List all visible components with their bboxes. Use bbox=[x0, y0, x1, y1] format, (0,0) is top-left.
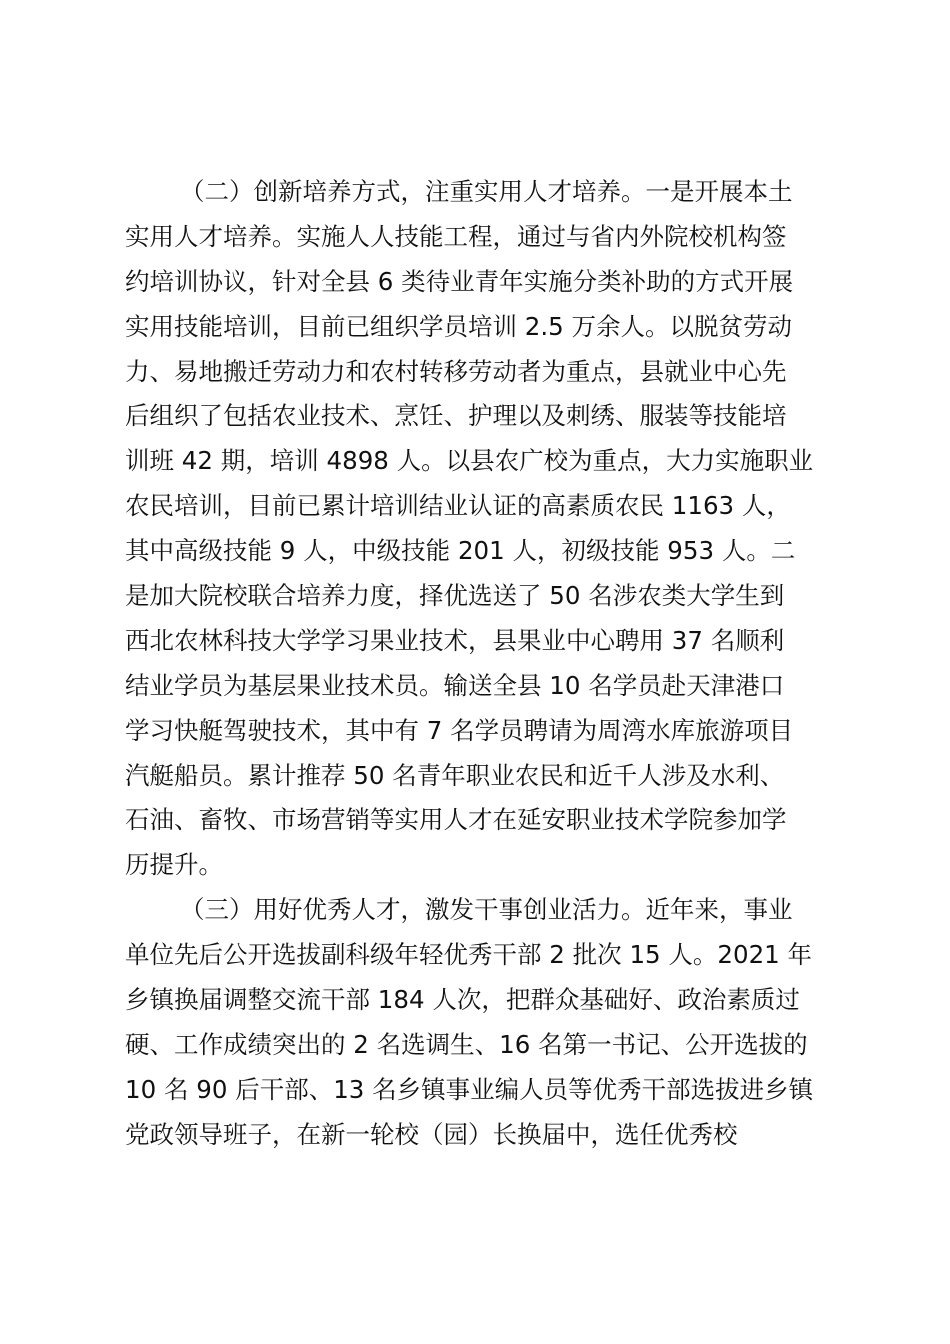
paragraph-2-line-1: （二）创新培养方式，注重实用人才培养。一是开展本土 bbox=[180, 177, 793, 206]
paragraph-2-line-6: 后组织了包括农业技术、烹饪、护理以及刺绣、服装等技能培 bbox=[125, 401, 787, 431]
paragraph-3-line-5: 10 名 90 后干部、13 名乡镇事业编人员等优秀干部选拔进乡镇 bbox=[125, 1074, 814, 1104]
paragraph-2-line-5: 力、易地搬迁劳动力和农村转移劳动者为重点，县就业中心先 bbox=[125, 356, 787, 386]
paragraph-3-line-2: 单位先后公开选拔副科级年轻优秀干部 2 批次 15 人。2021 年 bbox=[125, 940, 813, 970]
paragraph-2-line-12: 结业学员为基层果业技术员。输送全县 10 名学员赴天津港口 bbox=[125, 670, 785, 700]
paragraph-2-line-8: 农民培训，目前已累计培训结业认证的高素质农民 1163 人， bbox=[125, 491, 791, 521]
paragraph-3-line-4: 硬、工作成绩突出的 2 名选调生、16 名第一书记、公开选拔的 bbox=[125, 1029, 808, 1059]
body-text bbox=[125, 170, 845, 1158]
paragraph-2-line-10: 是加大院校联合培养力度，择优选送了 50 名涉农类大学生到 bbox=[125, 581, 785, 611]
paragraph-3-line-1: （三）用好优秀人才，激发干事创业活力。近年来，事业 bbox=[180, 895, 793, 925]
paragraph-2-line-7: 训班 42 期，培训 4898 人。以县农广校为重点，大力实施职业 bbox=[125, 446, 814, 476]
paragraph-2-line-2: 实用人才培养。实施人人技能工程，通过与省内外院校机构签 bbox=[125, 221, 787, 251]
paragraph-3-line-6: 党政领导班子，在新一轮校（园）长换届中，选任优秀校 bbox=[125, 1119, 738, 1149]
paragraph-2-line-4: 实用技能培训，目前已组织学员培训 2.5 万余人。以脱贫劳动 bbox=[125, 311, 793, 341]
paragraph-2-line-16: 历提升。 bbox=[125, 850, 223, 880]
paragraph-2-line-9: 其中高级技能 9 人，中级技能 201 人，初级技能 953 人。二 bbox=[125, 536, 796, 566]
paragraph-2-line-3: 约培训协议，针对全县 6 类待业青年实施分类补助的方式开展 bbox=[125, 266, 794, 296]
paragraph-2-line-11: 西北农林科技大学学习果业技术，县果业中心聘用 37 名顺利 bbox=[125, 625, 785, 655]
paragraph-2-line-15: 石油、畜牧、市场营销等实用人才在延安职业技术学院参加学 bbox=[125, 805, 787, 835]
paragraph-3-line-3: 乡镇换届调整交流干部 184 人次，把群众基础好、政治素质过 bbox=[125, 985, 800, 1015]
paragraph-2-line-13: 学习快艇驾驶技术，其中有 7 名学员聘请为周湾水库旅游项目 bbox=[125, 715, 794, 745]
paragraph-2-line-14: 汽艇船员。累计推荐 50 名青年职业农民和近千人涉及水利、 bbox=[125, 760, 785, 790]
